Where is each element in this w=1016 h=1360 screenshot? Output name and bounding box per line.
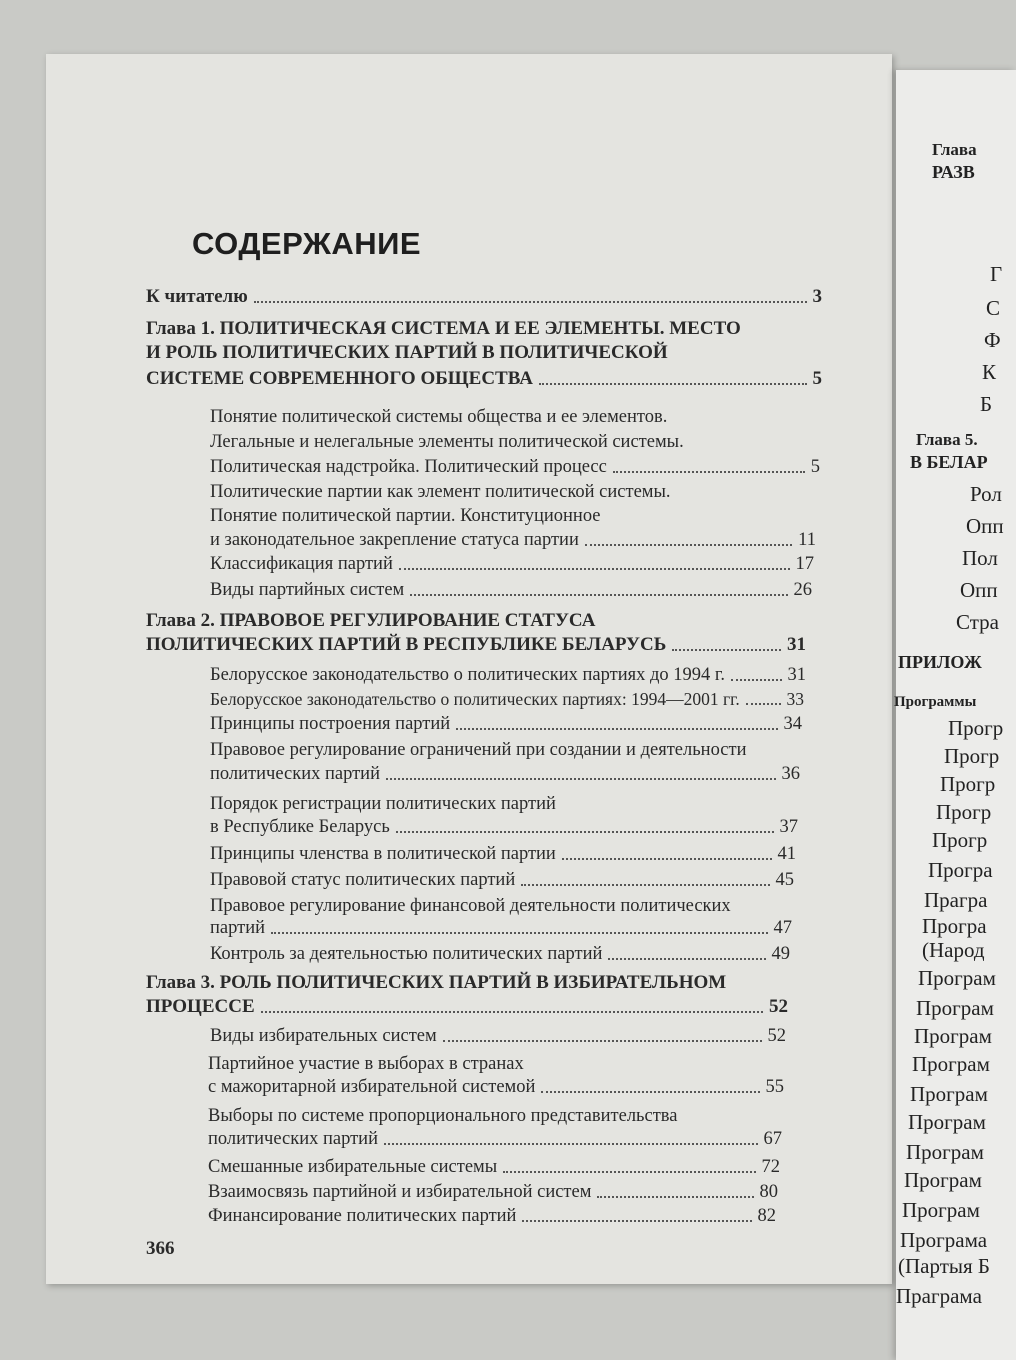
toc-entry: Виды избирательных систем 52 xyxy=(210,1026,786,1046)
toc-entry: Порядок регистрации политических партий xyxy=(210,794,556,814)
right-line: Прогр xyxy=(932,828,988,852)
right-line: (Народ xyxy=(922,938,985,962)
toc-entry: Понятие политической партии. Конституционное xyxy=(210,506,601,526)
right-line: Глава xyxy=(932,140,977,159)
right-line: Прогр xyxy=(944,744,1000,768)
toc-entry: с мажоритарной избирательной системой 55 xyxy=(208,1077,784,1097)
toc-entry: Классификация партий 17 xyxy=(210,554,814,574)
toc-entry: Контроль за деятельностью политических партий 49 xyxy=(210,944,790,964)
toc-entry: Принципы построения партий 34 xyxy=(210,714,802,734)
right-line: Програм xyxy=(906,1140,984,1164)
right-line: Ф xyxy=(984,328,1001,352)
right-line: Прогр xyxy=(948,716,1004,740)
toc-entry: Смешанные избирательные системы 72 xyxy=(208,1157,780,1177)
right-line: Рол xyxy=(970,482,1002,506)
right-line: Прогр xyxy=(936,800,992,824)
right-line: Програм xyxy=(916,996,994,1020)
right-line: Програм xyxy=(910,1082,988,1106)
right-line: Стра xyxy=(956,610,999,634)
right-line: Г xyxy=(990,262,1003,286)
chapter-2-title-line-1: Глава 2. ПРАВОВОЕ РЕГУЛИРОВАНИЕ СТАТУСА xyxy=(146,610,596,631)
toc-entry: Белорусское законодательство о политических партиях до 1994 г. 31 xyxy=(210,665,806,685)
page-number: 366 xyxy=(146,1238,175,1259)
right-line: Програм xyxy=(918,966,996,990)
toc-entry: Правовое регулирование ограничений при создании и деятельности xyxy=(210,740,747,760)
chapter-3-title-line-1: Глава 3. РОЛЬ ПОЛИТИЧЕСКИХ ПАРТИЙ В ИЗБИРАТЕЛЬНОМ xyxy=(146,972,727,993)
right-line: Програ xyxy=(922,914,987,938)
chapter-1-title-line-3: СИСТЕМЕ СОВРЕМЕННОГО ОБЩЕСТВА 5 xyxy=(146,368,822,389)
right-line: РАЗВ xyxy=(932,162,975,182)
right-line: Программы xyxy=(894,694,977,710)
toc-entry: Белорусское законодательство о политических партиях: 1994—2001 гг. 33 xyxy=(210,689,804,709)
toc-heading: СОДЕРЖАНИЕ xyxy=(192,226,422,261)
right-line: Б xyxy=(980,392,993,416)
toc-entry: Взаимосвязь партийной и избирательной систем 80 xyxy=(208,1182,778,1202)
right-line: Програм xyxy=(912,1052,990,1076)
chapter-3-title-line-2: ПРОЦЕССЕ 52 xyxy=(146,996,788,1017)
right-line: ПРИЛОЖ xyxy=(898,652,982,672)
toc-entry: Политическая надстройка. Политический процесс 5 xyxy=(210,457,820,477)
toc-entry: политических партий 36 xyxy=(210,764,800,784)
toc-entry: Понятие политической системы общества и ее элементов. xyxy=(210,407,668,427)
toc-entry: Политические партии как элемент политической системы. xyxy=(210,482,671,502)
toc-entry: в Республике Беларусь 37 xyxy=(210,817,798,837)
toc-entry: и законодательное закрепление статуса партии 11 xyxy=(210,530,816,550)
right-line: Опп xyxy=(966,514,1004,538)
toc-entry-reader: К читателю 3 xyxy=(146,286,822,307)
right-line: С xyxy=(986,296,1001,320)
toc-entry: Правовой статус политических партий 45 xyxy=(210,870,794,890)
right-line: Програ xyxy=(928,858,993,882)
chapter-1-title-line-1: Глава 1. ПОЛИТИЧЕСКАЯ СИСТЕМА И ЕЕ ЭЛЕМЕНТЫ. МЕСТО xyxy=(146,318,741,339)
toc-entry: Партийное участие в выборах в странах xyxy=(208,1054,524,1074)
right-line: Програм xyxy=(904,1168,982,1192)
right-line: В БЕЛАР xyxy=(910,452,988,472)
toc-entry: Выборы по системе пропорционального представительства xyxy=(208,1106,678,1126)
right-line: Прогр xyxy=(940,772,996,796)
right-line: Глава 5. xyxy=(916,430,978,449)
toc-entry: партий 47 xyxy=(210,918,792,938)
chapter-1-title-line-2: И РОЛЬ ПОЛИТИЧЕСКИХ ПАРТИЙ В ПОЛИТИЧЕСКОЙ xyxy=(146,342,668,363)
right-line: Прагра xyxy=(924,888,988,912)
toc-entry: Легальные и нелегальные элементы политической системы. xyxy=(210,432,684,452)
right-line: Програм xyxy=(914,1024,992,1048)
toc-entry: Принципы членства в политической партии 41 xyxy=(210,844,796,864)
toc-entry: Финансирование политических партий 82 xyxy=(208,1206,776,1226)
right-line: Опп xyxy=(960,578,998,602)
right-line: Праграма xyxy=(896,1284,982,1308)
right-line: Програм xyxy=(908,1110,986,1134)
chapter-2-title-line-2: ПОЛИТИЧЕСКИХ ПАРТИЙ В РЕСПУБЛИКЕ БЕЛАРУСЬ 31 xyxy=(146,634,806,655)
right-line: Програм xyxy=(902,1198,980,1222)
right-line: Програма xyxy=(900,1228,988,1252)
toc-entry: Виды партийных систем 26 xyxy=(210,580,812,600)
right-line: (Партыя Б xyxy=(898,1254,990,1278)
toc-entry: политических партий 67 xyxy=(208,1129,782,1149)
toc-entry: Правовое регулирование финансовой деятельности политических xyxy=(210,896,731,916)
right-line: Пол xyxy=(962,546,998,570)
right-line: К xyxy=(982,360,997,384)
